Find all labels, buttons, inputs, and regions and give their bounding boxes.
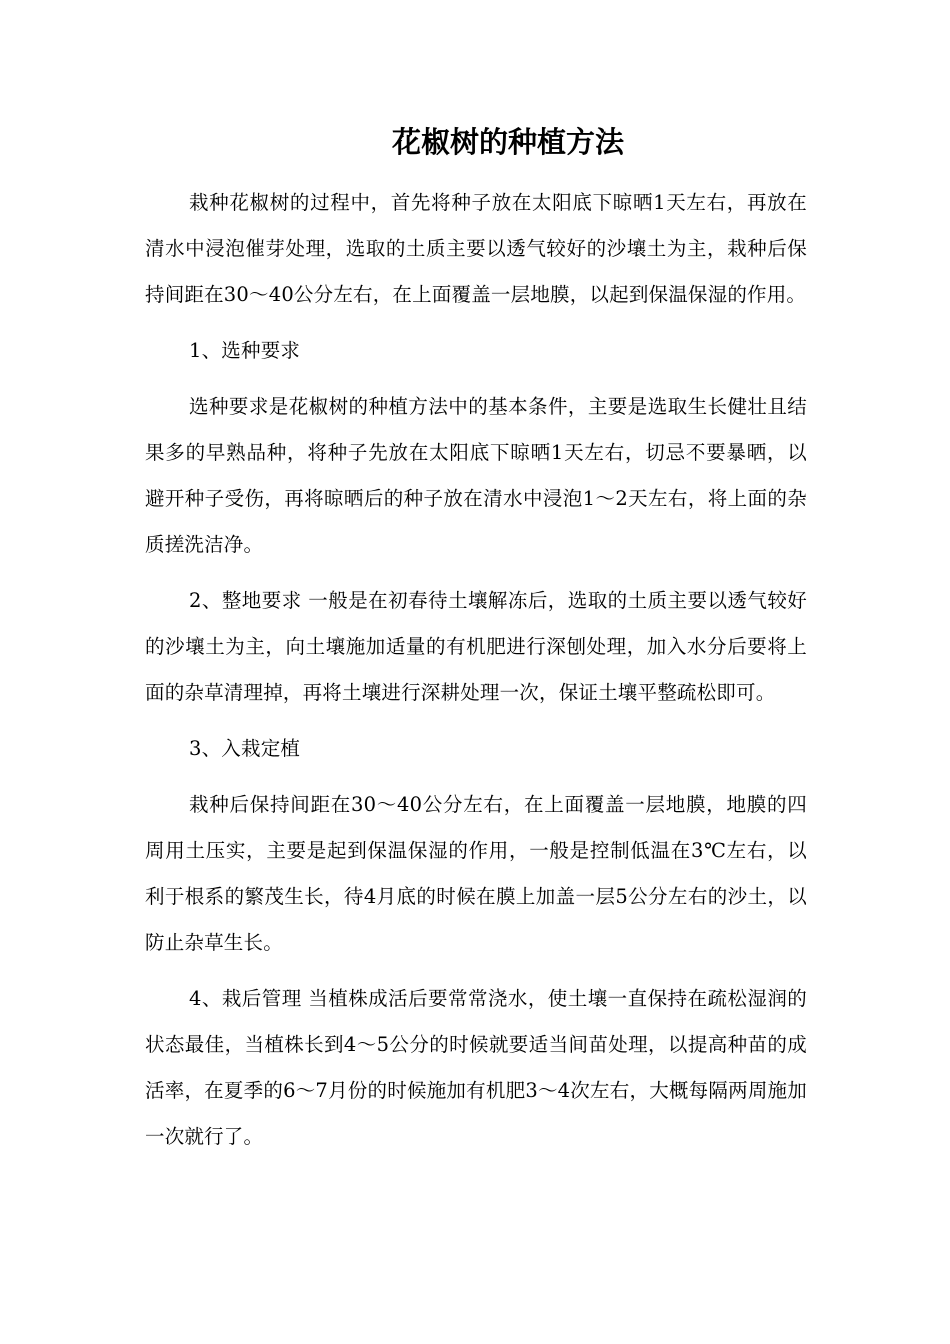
intro-paragraph: 栽种花椒树的过程中，首先将种子放在太阳底下晾晒1天左右，再放在清水中浸泡催芽处理，选取的土质主要以透气较好的沙壤土为主，栽种后保持间距在30～40公分左右，在上面覆盖一层地膜，以起到保温保湿的作用。 — [145, 191, 807, 306]
seed-selection-paragraph: 选种要求是花椒树的种植方法中的基本条件，主要是选取生长健壮且结果多的早熟品种，将种子先放在太阳底下晾晒1天左右，切忌不要暴晒，以避开种子受伤，再将晾晒后的种子放在清水中浸泡1～2天左右，将上面的杂质搓洗洁净。 — [145, 395, 807, 556]
section-heading-seed-selection: 1、选种要求 — [189, 339, 301, 362]
post-planting-care-paragraph: 4、栽后管理 当植株成活后要常常浇水，使土壤一直保持在疏松湿润的状态最佳，当植株长到4～5公分的时候就要适当间苗处理，以提高种苗的成活率，在夏季的6～7月份的时候施加有机肥3～4次左右，大概每隔两周施加一次就行了。 — [145, 987, 807, 1148]
document-body — [145, 180, 807, 1170]
soil-preparation-paragraph: 2、整地要求 一般是在初春待土壤解冻后，选取的土质主要以透气较好的沙壤土为主，向土壤施加适量的有机肥进行深刨处理，加入水分后要将上面的杂草清理掉，再将土壤进行深耕处理一次，保证土壤平整疏松即可。 — [145, 589, 807, 704]
planting-paragraph: 栽种后保持间距在30～40公分左右，在上面覆盖一层地膜，地膜的四周用土压实，主要是起到保温保湿的作用，一般是控制低温在3℃左右，以利于根系的繁茂生长，待4月底的时候在膜上加盖一层5公分左右的沙土，以防止杂草生长。 — [145, 793, 807, 954]
document-title: 花椒树的种植方法 — [391, 125, 624, 159]
section-heading-planting: 3、入栽定植 — [189, 737, 301, 760]
